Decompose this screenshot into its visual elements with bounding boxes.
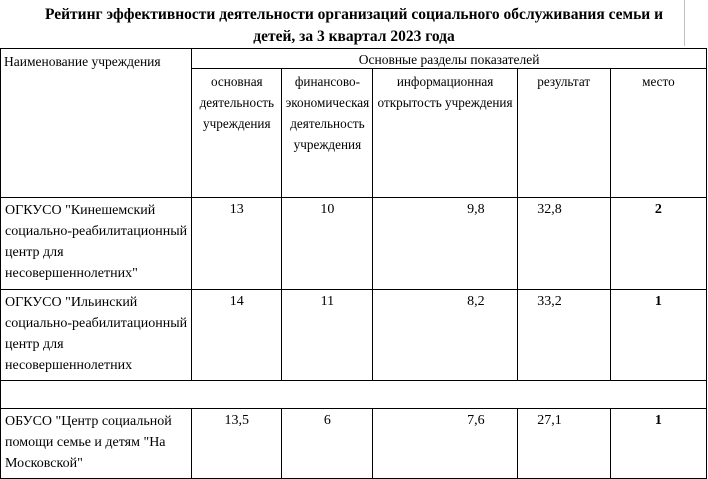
group-header: Основные разделы показателей [192,49,707,69]
table-header-row [1,49,707,69]
table-row [1,409,707,479]
table-cell: 14 [192,290,282,381]
table-cell: 13,5 [192,409,282,479]
table-cell: 7,6 [373,409,517,479]
table-cell: 10 [282,198,373,290]
table-cell: 8,2 [373,290,517,381]
table-row [1,290,707,381]
place-cell: 1 [610,290,706,381]
column-header: основная деятельность учреждения [192,69,282,198]
table-cell: 32,8 [517,198,610,290]
org-name: ОБУСО "Центр социальной помощи семье и детям "На Московской" [1,409,192,479]
org-name: ОГКУСО "Ильинский социально-реабилитационный центр для несовершеннолетних [1,290,192,381]
name-column-header: Наименование учреждения [1,49,192,198]
table-row [1,198,707,290]
rating-table [0,48,707,479]
page-margin-line [684,0,708,46]
org-name: ОГКУСО "Кинешемский социально-реабилитационный центр для несовершеннолетних" [1,198,192,290]
table-cell: 33,2 [517,290,610,381]
title-line-2: детей, за 3 квартал 2023 года [253,28,455,45]
table-cell: 6 [282,409,373,479]
spacer-cell [1,381,707,409]
table-cell: 9,8 [373,198,517,290]
place-cell: 2 [610,198,706,290]
column-header: результат [517,69,610,198]
place-cell: 1 [610,409,706,479]
table-cell: 13 [192,198,282,290]
column-header: место [610,69,706,198]
table-cell: 27,1 [517,409,610,479]
page-title [0,4,708,48]
title-line-1: Рейтинг эффективности деятельности организаций социального обслуживания семьи и [44,6,664,23]
column-header: финансово-экономическая деятельность учреждения [282,69,373,198]
column-header: информационная открытость учреждения [373,69,517,198]
table-cell: 11 [282,290,373,381]
table-spacer-row [1,381,707,409]
